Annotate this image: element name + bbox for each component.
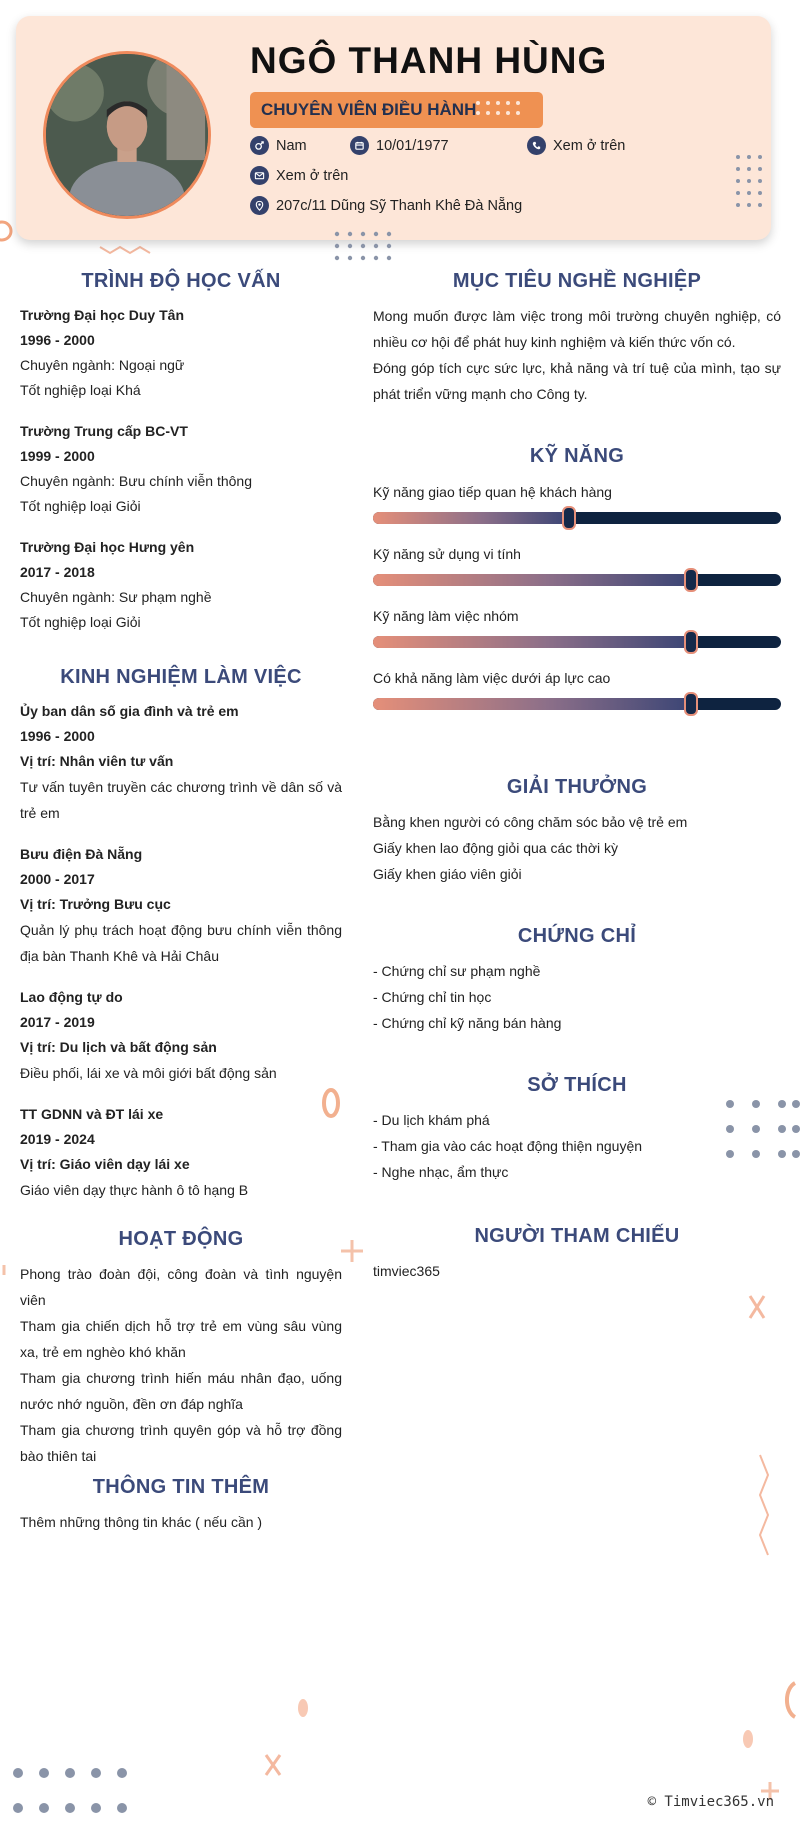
- objective-paragraph: Mong muốn được làm việc trong môi trường chuyên nghiệp, có nhiều cơ hội để phát huy kinh nghiệm và kiến thức vốn có.: [373, 308, 781, 350]
- skill-bar-fill: [373, 698, 691, 710]
- extra-info-section: [20, 1476, 342, 1535]
- profile-header: [16, 16, 771, 240]
- school-grade: Tốt nghiệp loại Khá: [20, 382, 141, 398]
- employer: TT GDNN và ĐT lái xe: [20, 1106, 164, 1122]
- skill-bar-fill: [373, 636, 691, 648]
- candidate-name: NGÔ THANH HÙNG: [250, 40, 608, 81]
- education-item: [20, 535, 342, 635]
- job-title-badge: [250, 92, 543, 128]
- badge-dots: [473, 98, 533, 122]
- skill-level-marker: [684, 630, 698, 654]
- gender-icon: [250, 136, 269, 155]
- experience-title: KINH NGHIỆM LÀM VIỆC: [60, 666, 302, 688]
- job-description: Điều phối, lái xe và môi giới bất động sản: [20, 1065, 277, 1081]
- skill-item: [373, 670, 781, 710]
- activity-item: Tham gia chương trình quyên góp và hỗ trợ đồng bào thiên tai: [20, 1422, 342, 1464]
- email-info: [250, 166, 348, 185]
- job-description: Giáo viên dạy thực hành ô tô hạng B: [20, 1182, 249, 1198]
- address-value: 207c/11 Dũng Sỹ Thanh Khê Đà Nẵng: [276, 197, 523, 214]
- email-value: Xem ở trên: [276, 167, 349, 184]
- certificate-item: - Chứng chỉ tin học: [373, 989, 492, 1005]
- skill-label: Kỹ năng sử dụng vi tính: [373, 546, 521, 562]
- center-dot-grid: [333, 230, 395, 266]
- skill-label: Kỹ năng giao tiếp quan hệ khách hàng: [373, 484, 612, 500]
- activities-title: HOẠT ĐỘNG: [118, 1228, 244, 1250]
- activity-item: Tham gia chiến dịch hỗ trợ trẻ em vùng sâu vùng xa, trẻ em nghèo khó khăn: [20, 1318, 342, 1360]
- hobbies-section: [373, 1074, 781, 1185]
- objective-title: MỤC TIÊU NGHỀ NGHIỆP: [452, 270, 702, 292]
- employment-years: 1996 - 2000: [20, 728, 95, 744]
- school-years: 1996 - 2000: [20, 332, 95, 348]
- phone-value: Xem ở trên: [553, 137, 626, 154]
- activity-item: Tham gia chương trình hiến máu nhân đạo, uống nước nhớ nguồn, đền ơn đáp nghĩa: [20, 1370, 342, 1412]
- school-grade: Tốt nghiệp loại Giỏi: [20, 614, 141, 630]
- job-description: Tư vấn tuyên truyền các chương trình về dân số và trẻ em: [20, 779, 342, 821]
- location-pin-icon: [250, 196, 269, 215]
- school-major: Chuyên ngành: Bưu chính viễn thông: [20, 473, 252, 489]
- calendar-icon: [350, 136, 369, 155]
- activities-section: [20, 1228, 342, 1469]
- phone-info: [527, 136, 625, 155]
- school-major: Chuyên ngành: Ngoại ngữ: [20, 357, 185, 373]
- extra-info-title: THÔNG TIN THÊM: [92, 1476, 270, 1498]
- job-position: Vị trí: Trưởng Bưu cục: [20, 896, 171, 912]
- skills-title: KỸ NĂNG: [529, 445, 625, 467]
- job-description: Quản lý phụ trách hoạt động bưu chính viễn thông địa bàn Thanh Khê và Hải Châu: [20, 922, 342, 964]
- experience-section: [20, 666, 342, 1203]
- skill-level-marker: [684, 568, 698, 592]
- certificate-item: - Chứng chỉ kỹ năng bán hàng: [373, 1015, 562, 1031]
- gender-info: [250, 136, 307, 155]
- award-item: Bằng khen người có công chăm sóc bảo vệ trẻ em: [373, 814, 688, 830]
- skill-item: [373, 608, 781, 648]
- award-item: Giấy khen giáo viên giỏi: [373, 866, 522, 882]
- employer: Bưu điện Đà Nẵng: [20, 846, 143, 862]
- address-info: [250, 196, 522, 215]
- skills-section: [373, 445, 781, 732]
- employer: Lao động tự do: [20, 989, 123, 1005]
- job-title: CHUYÊN VIÊN ĐIỀU HÀNH: [261, 100, 477, 119]
- skill-bar: [373, 636, 781, 648]
- education-section: [20, 270, 342, 635]
- header-dot-grid: [734, 153, 764, 223]
- skill-item: [373, 546, 781, 586]
- experience-item: [20, 985, 342, 1086]
- education-item: [20, 303, 342, 403]
- references-section: [373, 1225, 781, 1284]
- skill-level-marker: [562, 506, 576, 530]
- birthdate-info: [350, 136, 449, 155]
- job-position: Vị trí: Du lịch và bất động sản: [20, 1039, 217, 1055]
- awards-title: GIẢI THƯỞNG: [506, 776, 648, 798]
- awards-section: [373, 776, 781, 887]
- experience-item: [20, 842, 342, 969]
- objective-paragraph: Đóng góp tích cực sức lực, khả năng và trí tuệ của mình, tạo sự phát triển vững mạnh cho Công ty.: [373, 360, 781, 402]
- hobby-item: - Tham gia vào các hoạt động thiện nguyện: [373, 1138, 643, 1154]
- employment-years: 2000 - 2017: [20, 871, 95, 887]
- employer: Ủy ban dân số gia đình và trẻ em: [20, 703, 239, 719]
- employment-years: 2017 - 2019: [20, 1014, 95, 1030]
- education-item: [20, 419, 342, 519]
- certificates-section: [373, 925, 781, 1036]
- phone-icon: [527, 136, 546, 155]
- skill-bar-fill: [373, 512, 569, 524]
- experience-item: [20, 699, 342, 826]
- references-title: NGƯỜI THAM CHIẾU: [474, 1225, 680, 1247]
- school-major: Chuyên ngành: Sư phạm nghề: [20, 589, 212, 605]
- objective-section: [373, 270, 781, 407]
- skill-bar-fill: [373, 574, 691, 586]
- skill-label: Có khả năng làm việc dưới áp lực cao: [373, 670, 611, 686]
- job-position: Vị trí: Giáo viên dạy lái xe: [20, 1156, 190, 1172]
- school-name: Trường Đại học Duy Tân: [20, 307, 184, 323]
- skill-bar: [373, 512, 781, 524]
- activity-item: Phong trào đoàn đội, công đoàn và tình nguyện viên: [20, 1266, 342, 1308]
- school-grade: Tốt nghiệp loại Giỏi: [20, 498, 141, 514]
- school-years: 2017 - 2018: [20, 564, 95, 580]
- gender-value: Nam: [276, 137, 307, 154]
- school-years: 1999 - 2000: [20, 448, 95, 464]
- mail-icon: [250, 166, 269, 185]
- school-name: Trường Đại học Hưng yên: [20, 539, 195, 555]
- education-title: TRÌNH ĐỘ HỌC VẤN: [81, 270, 281, 292]
- avatar: [43, 51, 211, 219]
- skill-level-marker: [684, 692, 698, 716]
- job-position: Vị trí: Nhân viên tư vấn: [20, 753, 174, 769]
- skill-bar: [373, 574, 781, 586]
- hobby-item: - Nghe nhạc, ẩm thực: [373, 1164, 509, 1180]
- hobbies-title: SỞ THÍCH: [527, 1074, 627, 1096]
- skill-item: [373, 484, 781, 524]
- hobby-item: - Du lịch khám phá: [373, 1112, 490, 1128]
- reference-text: timviec365: [373, 1263, 440, 1279]
- certificate-item: - Chứng chỉ sư phạm nghề: [373, 963, 541, 979]
- birthdate-value: 10/01/1977: [376, 137, 449, 154]
- skill-label: Kỹ năng làm việc nhóm: [373, 608, 519, 624]
- experience-item: [20, 1102, 342, 1203]
- extra-info-text: Thêm những thông tin khác ( nếu cần ): [20, 1514, 263, 1530]
- employment-years: 2019 - 2024: [20, 1131, 95, 1147]
- skill-bar: [373, 698, 781, 710]
- certificates-title: CHỨNG CHỈ: [517, 925, 637, 947]
- award-item: Giấy khen lao động giỏi qua các thời kỳ: [373, 840, 618, 856]
- watermark: © Timviec365.vn: [647, 1794, 774, 1810]
- school-name: Trường Trung cấp BC-VT: [20, 423, 188, 439]
